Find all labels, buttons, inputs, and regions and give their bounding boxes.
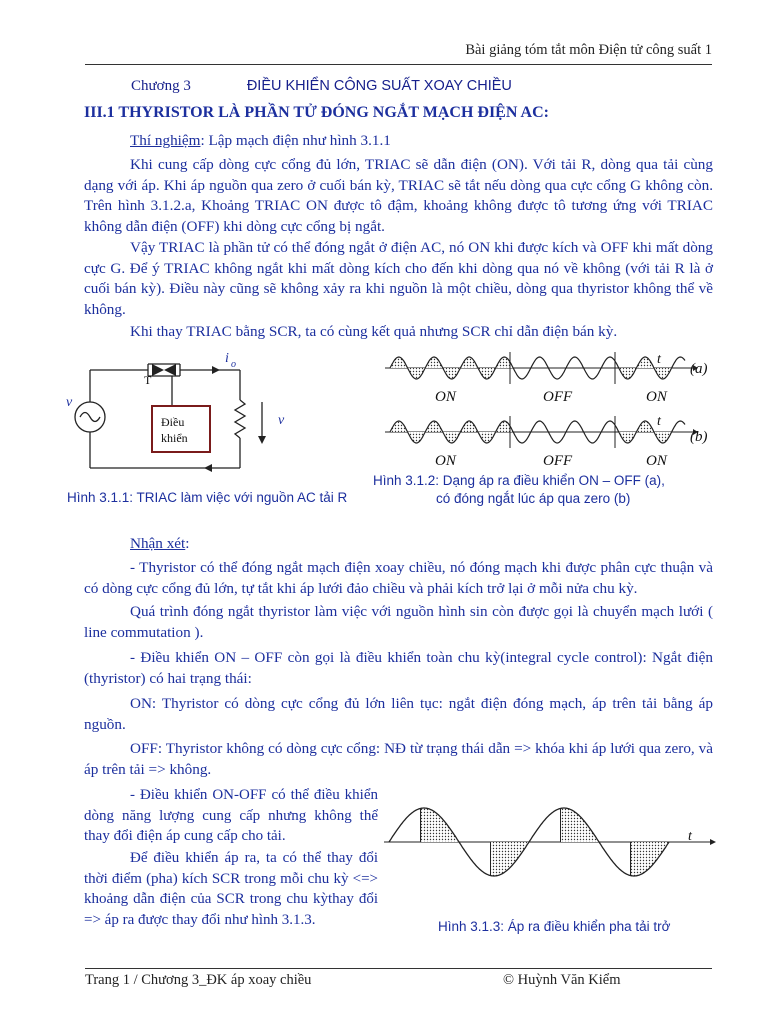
row-b-label-on-1: ON — [435, 453, 456, 469]
remark-1: - Thyristor có thể đóng ngắt mạch điện xoay chiều, nó đóng mạch khi được phân cực thuận và có dòng cực cổng đủ lớn, tự tắt khi áp lưới đảo chiều và phải kích trở lại ở mỗi nửa chu kỳ. — [84, 559, 713, 597]
paragraph-2: Vậy TRIAC là phần tử có thể đóng ngắt ở điện AC, nó ON khi được kích và OFF khi mất dòng cực G. Để ý TRIAC không ngắt khi mất dòng kích cho đến khi dòng qua nó về không (với tải R là ở cuối bán kỳ). Điều này cũng sẽ không xảy ra khi nguồn là một chiều, dòng qua thyristor không thể về không. — [84, 239, 713, 318]
row-b-label-on-2: ON — [646, 453, 667, 469]
remarks-colon: : — [185, 535, 190, 552]
header-text: Bài giảng tóm tắt môn Điện tử công suất 1 — [465, 42, 712, 58]
phase-waveform-layer — [384, 808, 716, 876]
chapter-label: Chương 3 — [131, 78, 191, 94]
phase-conduction-region — [421, 808, 460, 842]
phase-conduction-region — [631, 842, 670, 876]
row-b-label-off: OFF — [543, 453, 573, 469]
row-a-tag: (a) — [690, 361, 708, 377]
triac-label: T — [144, 373, 152, 387]
remark-2: Quá trình đóng ngắt thyristor làm việc với nguồn hình sin còn được gọi là chuyển mạch lưới ( line commutation ). — [84, 603, 713, 641]
source-voltage-label: v — [66, 395, 73, 410]
control-label-2: khiển — [161, 431, 188, 445]
paragraph-3: Khi thay TRIAC bằng SCR, ta có cùng kết quả nhưng SCR chỉ dẫn điện bán kỳ. — [130, 323, 618, 340]
current-subscript: o — [231, 359, 236, 370]
time-axis-label-b: t — [657, 414, 661, 429]
chapter-line — [131, 78, 512, 95]
triac-circuit-diagram — [62, 350, 362, 480]
remarks-heading — [84, 534, 713, 555]
figure-3-1-3-caption: Hình 3.1.3: Áp ra điều khiển pha tải trở — [438, 919, 671, 934]
remark-3: - Điều khiển ON – OFF còn gọi là điều khiển toàn chu kỳ(integral cycle control): Ngắt điện (thyristor) có hai trạng thái: — [84, 649, 713, 687]
control-label-1: Điều — [161, 415, 185, 429]
section-heading: III.1 THYRISTOR LÀ PHẦN TỬ ĐÓNG NGẮT MẠCH ĐIỆN AC: — [84, 104, 549, 121]
chapter-title: ĐIỀU KHIỂN CÔNG SUẤT XOAY CHIỀU — [246, 78, 512, 94]
phase-paragraph-2: Để điều khiển áp ra, ta có thể thay đổi thời điểm (pha) kích SCR trong mỗi chu kỳ <=> khoảng dẫn điện của SCR trong chu kỳthay đổi => áp ra được thay đổi như hình 3.1.3. — [84, 850, 378, 928]
remark-4: ON: Thyristor có dòng cực cổng đủ lớn liên tục: ngắt điện đóng mạch, áp trên tải bằng áp nguồn. — [84, 695, 713, 733]
row-b-tag: (b) — [690, 429, 708, 445]
remark-5: OFF: Thyristor không có dòng cực cổng: NĐ từ trạng thái dẫn => khóa khi áp lưới qua zero, và áp trên tải => không. — [84, 740, 713, 778]
paragraph-1: Khi cung cấp dòng cực cổng đủ lớn, TRIAC sẽ dẫn điện (ON). Với tải R, dòng qua tải cùng dạng với áp. Khi áp nguồn qua zero ở cuối bán kỳ, TRIAC sẽ tắt nếu dòng qua cực cổng G không còn. Trên hình 3.1.2.a, Khoảng TRIAC ON được tô đậm, khoảng không được tô tương ứng với TRIAC không dẫn điện (OFF) khi dòng cực cổng bị ngắt. — [84, 156, 713, 235]
experiment-text: : Lập mạch điện như hình 3.1.1 — [200, 132, 391, 149]
load-voltage-label: v — [278, 413, 285, 428]
phase-control-waveform-figure — [384, 790, 720, 908]
experiment-label: Thí nghiệm — [130, 132, 201, 149]
on-off-waveform-figure — [385, 346, 720, 470]
row-a-label-on-2: ON — [646, 389, 667, 405]
figure-3-1-2-caption-line-1: Hình 3.1.2: Dạng áp ra điều khiển ON – OFF (a), — [373, 473, 665, 488]
remarks-label: Nhận xét — [130, 535, 186, 552]
current-label: i — [225, 351, 229, 366]
page-header — [85, 42, 712, 65]
footer-left: Trang 1 / Chương 3_ĐK áp xoay chiều — [85, 972, 312, 988]
footer-right: © Huỳnh Văn Kiểm — [503, 972, 621, 988]
phase-time-axis-label: t — [688, 829, 692, 844]
time-axis-label-a: t — [657, 352, 661, 367]
row-a-label-on-1: ON — [435, 389, 456, 405]
phase-paragraph-1: - Điều khiển ON-OFF có thể điều khiển dòng năng lượng cung cấp nhưng không thể thay đổi điện áp cung cấp cho tải. — [84, 787, 378, 844]
phase-conduction-region — [491, 842, 530, 876]
figure-3-1-1-caption: Hình 3.1.1: TRIAC làm việc với nguồn AC tải R — [67, 490, 348, 505]
figure-3-1-2-caption-line-2: có đóng ngắt lúc áp qua zero (b) — [436, 491, 631, 506]
figure-3-1-2-caption — [373, 472, 713, 508]
page-footer — [85, 968, 712, 988]
row-a-label-off: OFF — [543, 389, 573, 405]
phase-axis-arrow — [710, 839, 716, 845]
phase-conduction-region — [561, 808, 600, 842]
experiment-line — [84, 131, 713, 152]
